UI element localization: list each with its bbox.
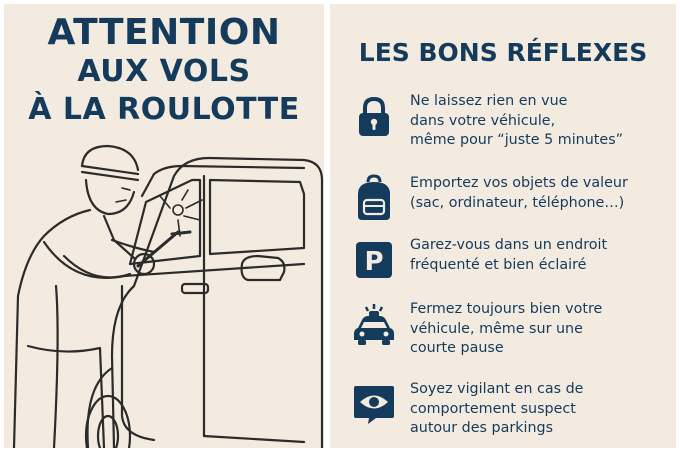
tip-item-hide-nothing <box>352 92 672 162</box>
tip-text: Garez-vous dans un endroit fréquenté et bien éclairé <box>410 237 608 273</box>
tip-text: Emportez vos objets de valeur (sac, ordinateur, téléphone…) <box>410 175 628 211</box>
svg-text:P: P <box>364 247 384 277</box>
tip-text: Fermez toujours bien votre véhicule, même sur une courte pause <box>410 301 603 356</box>
tip-item-park-well-lit <box>352 236 672 306</box>
police-car-icon <box>352 302 396 346</box>
poster-title-line-1: ATTENTION <box>47 12 281 53</box>
poster-title-line-2: AUX VOLS <box>77 54 251 89</box>
tip-item-lock-vehicle <box>352 300 672 370</box>
backpack-icon <box>352 176 396 220</box>
good-habits-panel <box>330 4 676 448</box>
tip-text: Soyez vigilant en cas de comportement suspect autour des parkings <box>410 381 584 436</box>
warning-poster-panel <box>4 4 324 448</box>
thief-breaking-car-window-illustration <box>4 136 324 448</box>
padlock-icon <box>352 94 396 138</box>
good-habits-title: LES BONS RÉFLEXES <box>358 38 648 67</box>
poster-title-line-3: À LA ROULOTTE <box>28 92 300 127</box>
tip-item-stay-vigilant <box>352 380 672 450</box>
parking-icon <box>352 238 396 282</box>
eye-icon <box>352 382 396 426</box>
tip-item-take-valuables <box>352 174 672 244</box>
tip-text: Ne laissez rien en vue dans votre véhicule, même pour “juste 5 minutes” <box>410 93 624 148</box>
